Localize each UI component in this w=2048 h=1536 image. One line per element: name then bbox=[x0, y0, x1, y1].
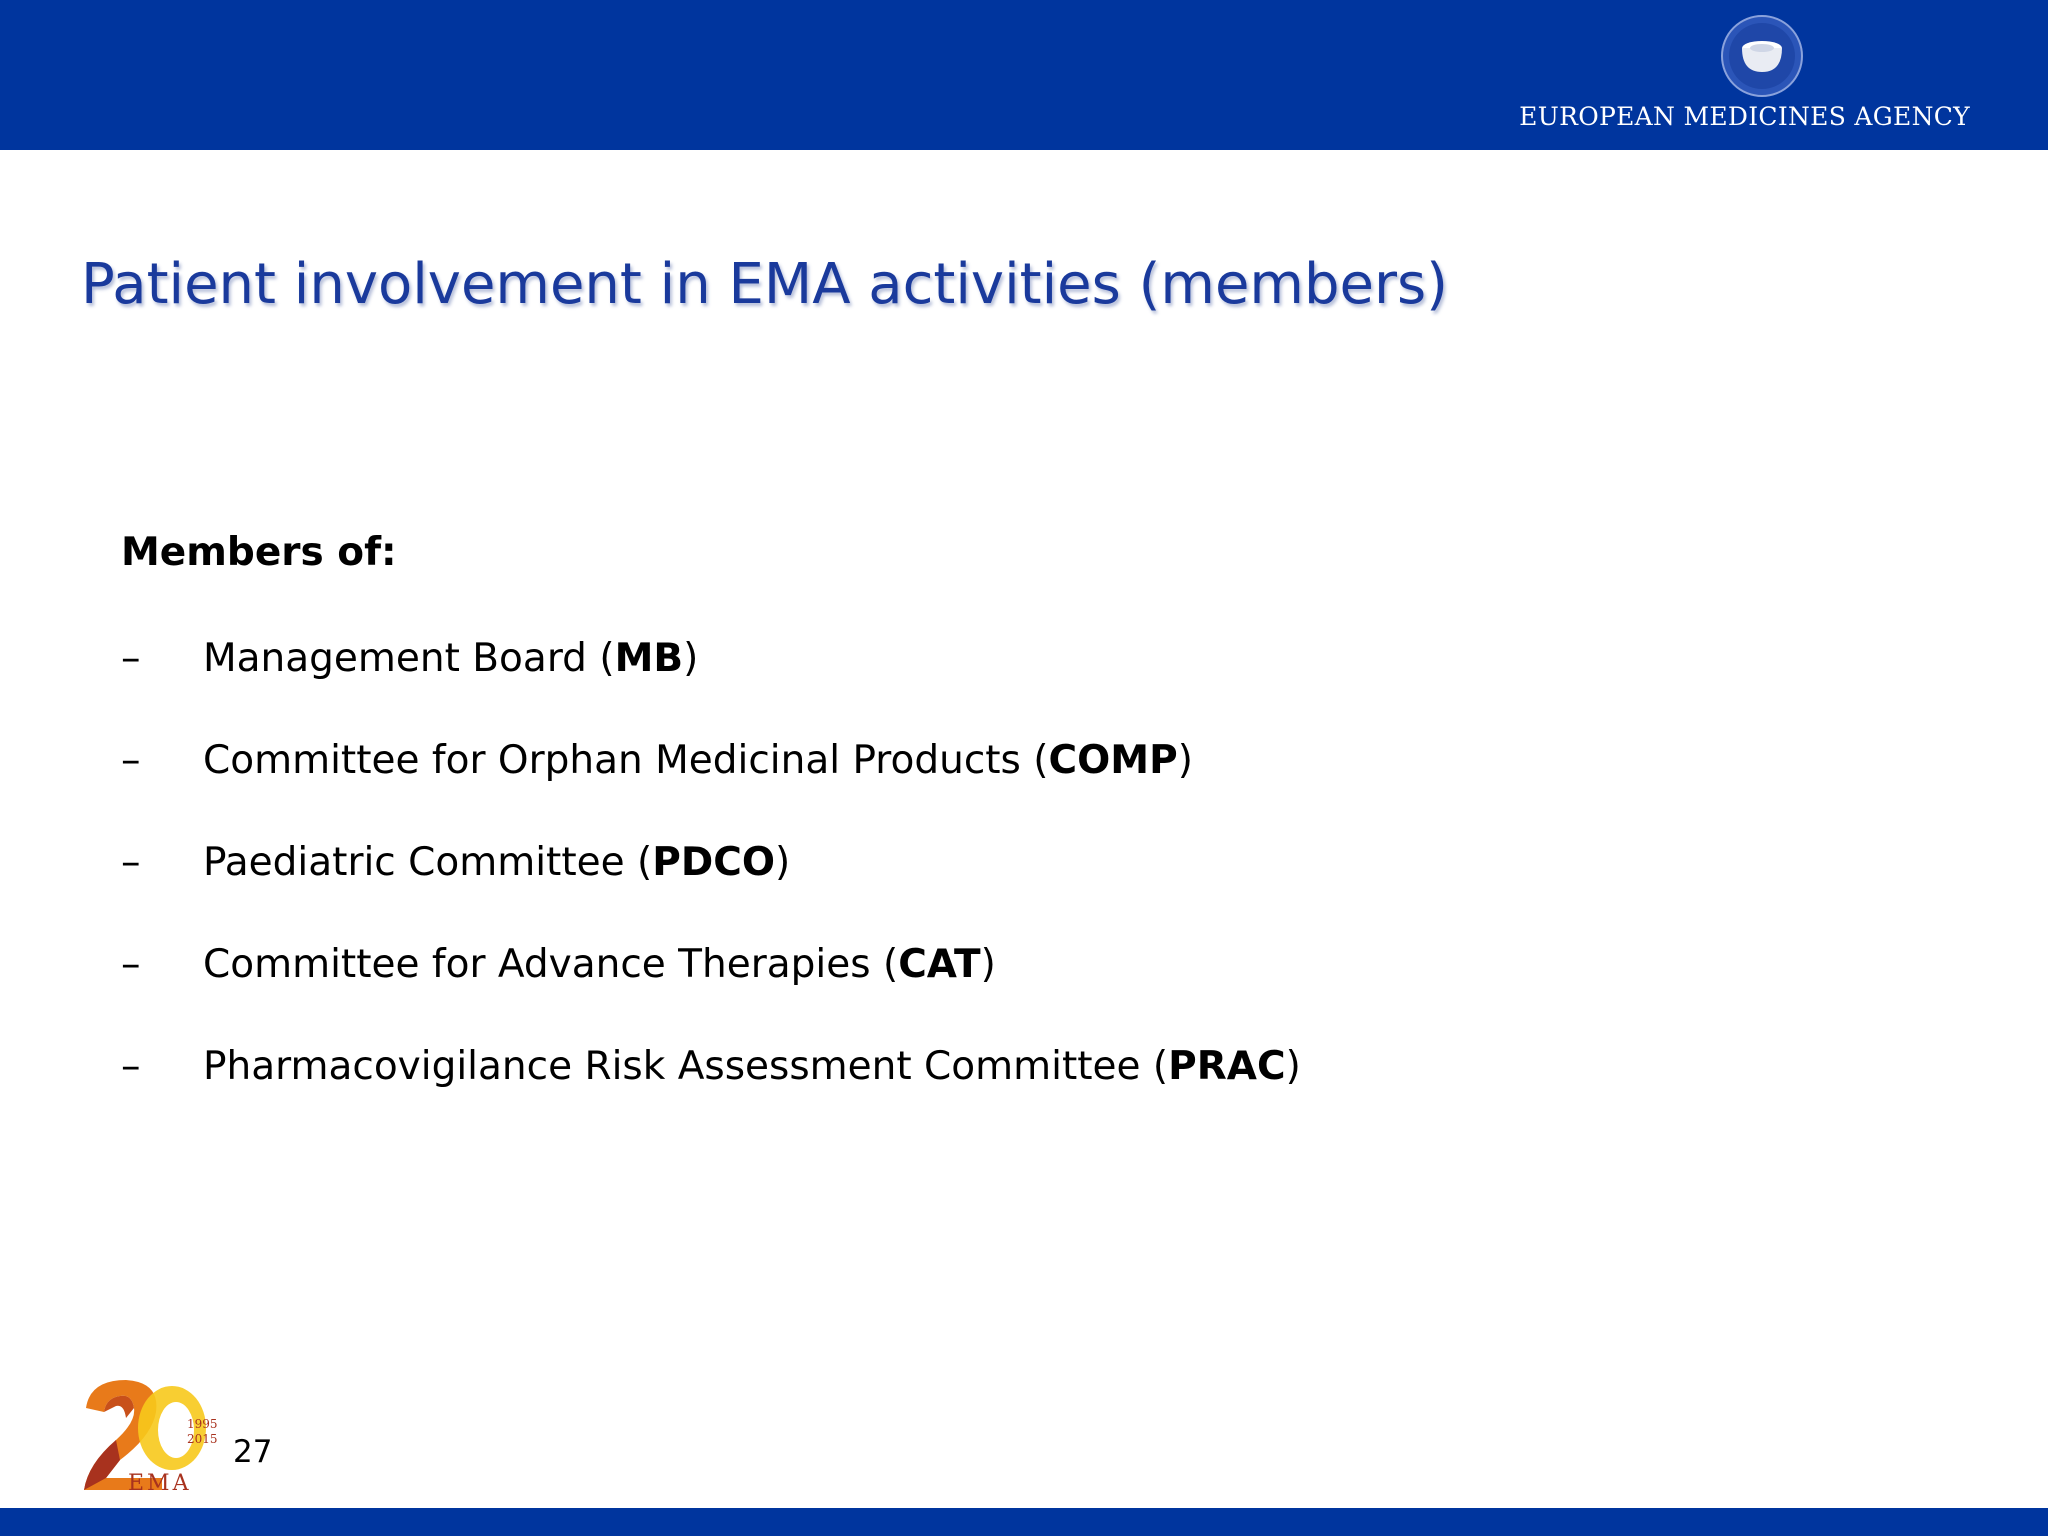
bullet-dash: – bbox=[121, 1044, 141, 1089]
member-label: Pharmacovigilance Risk Assessment Committee (PRAC) bbox=[203, 1044, 1301, 1089]
list-item bbox=[0, 738, 1800, 798]
list-item bbox=[0, 1044, 1800, 1104]
bullet-dash: – bbox=[121, 942, 141, 987]
logo-year-start: 1995 bbox=[187, 1417, 218, 1431]
member-abbr: COMP bbox=[1048, 738, 1178, 783]
member-abbr: CAT bbox=[898, 942, 981, 987]
member-abbr: PRAC bbox=[1168, 1044, 1286, 1089]
list-item bbox=[0, 942, 1800, 1002]
members-heading: Members of: bbox=[121, 530, 397, 575]
member-name: Paediatric Committee bbox=[203, 840, 625, 885]
member-abbr: MB bbox=[614, 636, 684, 681]
page-number: 27 bbox=[233, 1434, 273, 1470]
member-name: Committee for Advance Therapies bbox=[203, 942, 871, 987]
footer-band bbox=[0, 1508, 2048, 1536]
member-abbr: PDCO bbox=[652, 840, 775, 885]
list-item bbox=[0, 840, 1800, 900]
logo-text: EMA bbox=[128, 1471, 192, 1494]
member-label: Committee for Orphan Medicinal Products (COMP) bbox=[203, 738, 1193, 783]
ema-20-years-logo bbox=[80, 1378, 220, 1494]
bullet-dash: – bbox=[121, 636, 141, 681]
slide-title: Patient involvement in EMA activities (members) bbox=[81, 252, 1449, 317]
member-label: Management Board (MB) bbox=[203, 636, 699, 681]
bullet-dash: – bbox=[121, 738, 141, 783]
agency-name: EUROPEAN MEDICINES AGENCY bbox=[1519, 102, 1970, 131]
member-label: Paediatric Committee (PDCO) bbox=[203, 840, 791, 885]
member-name: Committee for Orphan Medicinal Products bbox=[203, 738, 1021, 783]
member-name: Management Board bbox=[203, 636, 587, 681]
bullet-dash: – bbox=[121, 840, 141, 885]
member-label: Committee for Advance Therapies (CAT) bbox=[203, 942, 996, 987]
ema-emblem-icon bbox=[1720, 14, 1804, 98]
list-item bbox=[0, 636, 1800, 696]
logo-year-end: 2015 bbox=[187, 1432, 218, 1446]
member-name: Pharmacovigilance Risk Assessment Committee bbox=[203, 1044, 1141, 1089]
